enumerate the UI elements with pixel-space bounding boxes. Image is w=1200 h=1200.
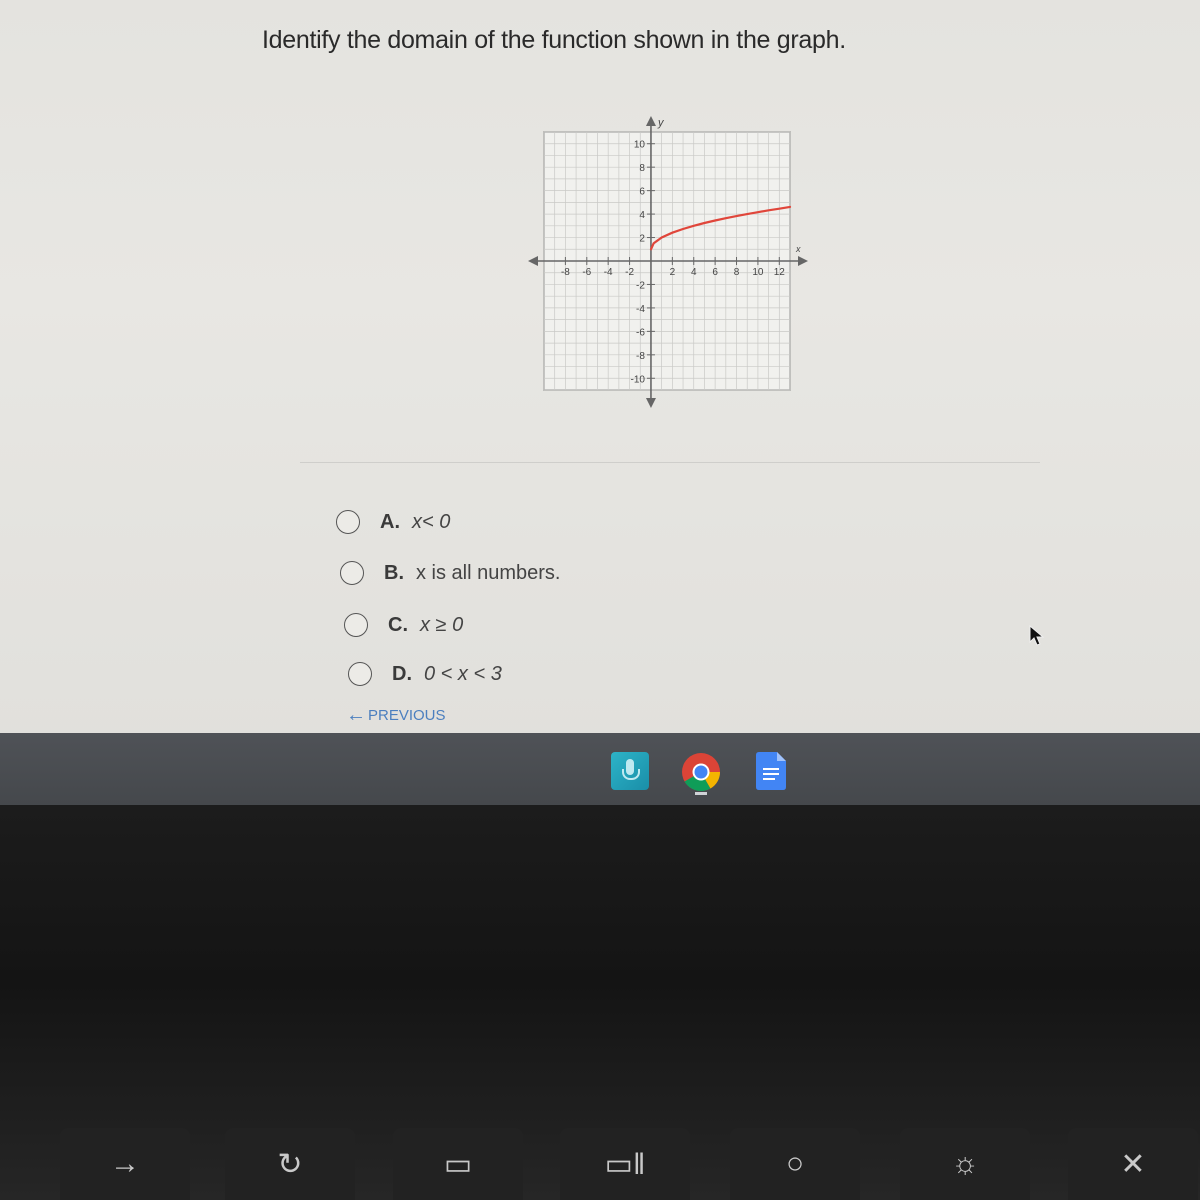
divider xyxy=(300,462,1040,463)
graph-svg xyxy=(528,112,808,412)
chrome-logo xyxy=(681,752,721,792)
choice-b-text: x is all numbers. xyxy=(416,561,561,584)
y-tick-label: -4 xyxy=(636,303,645,315)
radio-c[interactable] xyxy=(344,613,368,637)
brightness-up-icon[interactable]: ☼ xyxy=(900,1128,1030,1200)
brightness-down-icon[interactable]: ○ xyxy=(730,1128,860,1200)
radio-b[interactable] xyxy=(340,561,364,585)
x-axis-arrow-right xyxy=(798,256,808,266)
x-tick-label: 10 xyxy=(752,267,764,278)
overview-icon[interactable]: ▭‖ xyxy=(560,1128,690,1200)
y-tick-label: -8 xyxy=(636,350,645,362)
microphone-app-icon[interactable] xyxy=(611,752,649,790)
y-axis-label: y xyxy=(657,117,664,129)
x-axis-label: x xyxy=(796,244,801,254)
docs-logo xyxy=(756,752,786,790)
x-tick-label: -8 xyxy=(560,267,570,278)
x-tick-label: 2 xyxy=(669,267,676,278)
question-text: Identify the domain of the function shown in the graph. xyxy=(262,26,846,54)
previous-label: PREVIOUS xyxy=(368,706,446,724)
y-tick-label: 2 xyxy=(639,233,645,245)
refresh-icon[interactable]: ↻ xyxy=(225,1128,355,1200)
choice-c-text: x ≥ 0 xyxy=(420,613,464,636)
mute-icon[interactable]: ✕ xyxy=(1068,1128,1198,1200)
x-tick-label: 4 xyxy=(690,267,697,278)
choice-a-letter: A. xyxy=(380,510,400,533)
y-tick-label: -10 xyxy=(630,374,645,386)
choice-d-text: 0 < x < 3 xyxy=(424,662,502,685)
choice-b[interactable] xyxy=(340,558,561,588)
shelf xyxy=(0,733,1200,805)
x-tick-label: -4 xyxy=(603,267,613,278)
y-tick-label: 4 xyxy=(639,210,645,222)
choice-a[interactable] xyxy=(336,507,450,537)
running-indicator xyxy=(695,792,707,795)
docs-icon[interactable] xyxy=(756,752,786,790)
x-tick-label: 6 xyxy=(712,267,718,278)
x-tick-label: -6 xyxy=(582,267,592,278)
x-tick-label: -2 xyxy=(625,267,635,278)
radio-d[interactable] xyxy=(348,662,372,686)
y-tick-label: 8 xyxy=(639,163,645,175)
y-tick-label: 10 xyxy=(633,139,645,151)
x-axis-arrow-left xyxy=(528,256,538,266)
mouse-cursor-icon xyxy=(1028,624,1046,646)
y-tick-label: -6 xyxy=(636,327,645,339)
choice-c-letter: C. xyxy=(388,613,408,636)
x-tick-label: 12 xyxy=(773,267,785,278)
y-tick-label: -2 xyxy=(636,280,645,292)
y-tick-label: 6 xyxy=(639,186,645,198)
choice-c[interactable] xyxy=(344,610,463,640)
choice-d-letter: D. xyxy=(392,662,412,685)
microphone-stand-glyph xyxy=(622,769,640,780)
choice-d[interactable] xyxy=(348,659,502,689)
radio-a[interactable] xyxy=(336,510,360,534)
x-tick-label: 8 xyxy=(733,267,740,278)
choice-b-letter: B. xyxy=(384,561,404,584)
arrow-left-icon: ← xyxy=(346,704,366,726)
previous-button[interactable] xyxy=(346,704,446,726)
function-graph xyxy=(528,112,808,412)
back-arrow-icon[interactable]: → xyxy=(60,1128,190,1200)
y-axis-arrow-up xyxy=(646,116,656,126)
chrome-icon[interactable] xyxy=(681,752,719,790)
fullscreen-icon[interactable]: ▭ xyxy=(393,1128,523,1200)
choice-a-text: x< 0 xyxy=(412,510,451,533)
y-axis-arrow-down xyxy=(646,398,656,408)
